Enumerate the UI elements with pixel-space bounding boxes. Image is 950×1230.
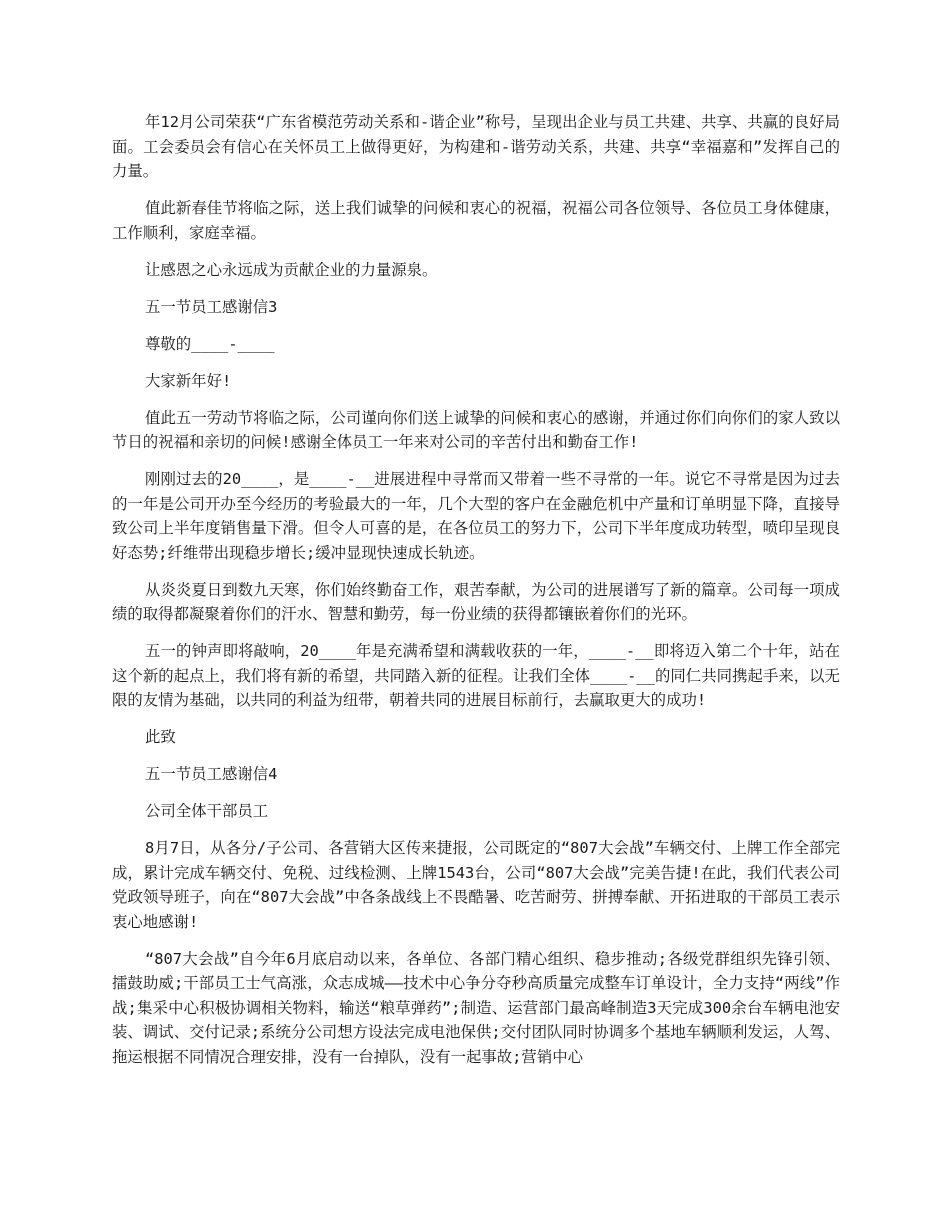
paragraph: 值此新春佳节将临之际，送上我们诚挚的问候和衷心的祝福，祝福公司各位领导、各位员工身体健康，工作顺利，家庭幸福。 [112,199,840,242]
paragraph: 8月7日，从各分/子公司、各营销大区传来捷报，公司既定的“807大会战”车辆交付、上牌工作全部完成，累计完成车辆交付、免税、过线检测、上牌1543台，公司“807大会战”完美告捷!在此，我们代表公司党政领导班子，向在“807大会战”中各条战线上不畏酷暑、吃苦耐劳、拼搏奉献、开拓进取的干部员工表示衷心地感谢! [112,839,840,931]
paragraph: “807大会战”自今年6月底启动以来，各单位、各部门精心组织、稳步推动;各级党群组织先锋引领、擂鼓助威;干部员工士气高涨，众志成城——技术中心争分夺秒高质量完成整车订单设计，全力支持“两线”作战;集采中心积极协调相关物料，输送“粮草弹药”;制造、运营部门最高峰制造3天完成300余台车辆电池安装、调试、交付记录;系统分公司想方设法完成电池保供;交付团队同时协调多个基地车辆顺利发运，人驾、拖运根据不同情况合理安排，没有一台掉队，没有一起事故;营销中心 [112,949,840,1066]
paragraph: 从炎炎夏日到数九天寒，你们始终勤奋工作，艰苦奉献，为公司的进展谱写了新的篇章。公司每一项成绩的取得都凝聚着你们的汗水、智慧和勤劳，每一份业绩的获得都镶嵌着你们的光环。 [112,580,840,623]
closing: 此致 [145,728,176,746]
document-page [112,110,840,1082]
paragraph: 五一的钟声即将敲响，20____年是充满希望和满载收获的一年，____-__即将迈入第二个十年，站在这个新的起点上，我们将有新的希望，共同踏入新的征程。让我们全体____-__的同仁共同携起手来，以无限的友情为基础，以共同的利益为纽带，朝着共同的进展目标前行，去赢取更大的成功! [112,642,840,709]
section-heading: 五一节员工感谢信3 [145,297,278,316]
greeting: 大家新年好! [145,371,232,390]
salutation: 尊敬的____-____ [145,334,275,353]
paragraph: 年12月公司荣获“广东省模范劳动关系和-谐企业”称号，呈现出企业与员工共建、共享、共赢的良好局面。工会委员会有信心在关怀员工上做得更好，为构建和-谐劳动关系，共建、共享“幸福嘉和”发挥自己的力量。 [112,113,840,180]
salutation: 公司全体干部员工 [145,802,269,820]
paragraph: 让感恩之心永远成为贡献企业的力量源泉。 [145,260,438,279]
paragraph: 刚刚过去的20____，是____-__进展进程中寻常而又带着一些不寻常的一年。说它不寻常是因为过去的一年是公司开办至今经历的考验最大的一年，几个大型的客户在金融危机中产量和订单明显下降，直接导致公司上半年度销售量下滑。但令人可喜的是，在各位员工的努力下，公司下半年度成功转型，喷印呈现良好态势;纤维带出现稳步增长;缓冲显现快速成长轨迹。 [112,470,840,562]
section-heading: 五一节员工感谢信4 [145,765,278,783]
paragraph: 值此五一劳动节将临之际，公司谨向你们送上诚挚的问候和衷心的感谢，并通过你们向你们的家人致以节日的祝福和亲切的问候!感谢全体员工一年来对公司的辛苦付出和勤奋工作! [112,408,840,451]
